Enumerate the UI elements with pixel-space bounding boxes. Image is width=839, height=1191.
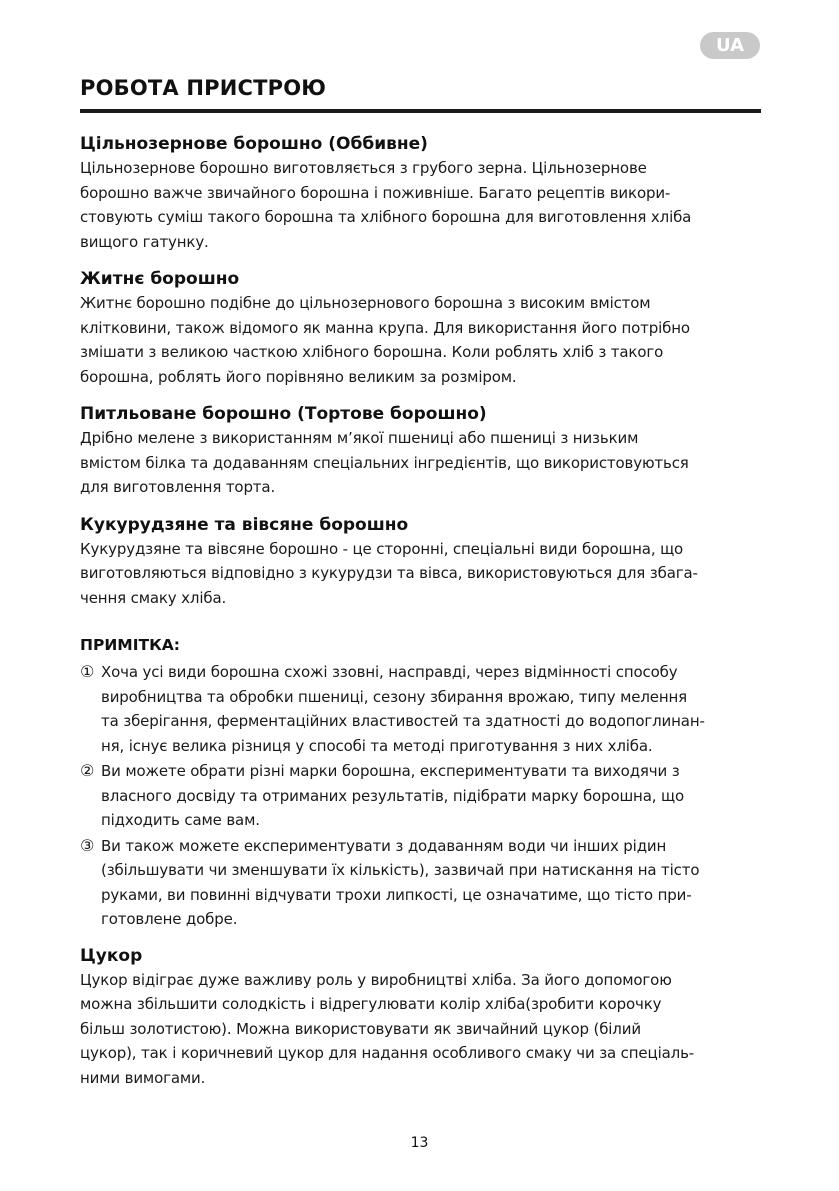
section-corn-oat-flour [80,513,761,611]
note-item [80,834,761,932]
section-heading: Кукурудзяне та вівсяне борошно [80,514,409,535]
text-line: цукор), так і коричневий цукор для надання особливого смаку чи за спеціаль- [80,1044,695,1062]
text-line: (збільшувати чи зменшувати їх кількість), зазвичай при натискання на тісто [101,861,700,879]
note-item [80,759,761,833]
text-line: змішати з великою часткою хлібного борошна. Коли роблять хліб з такого [80,343,664,361]
text-line: Дрібно мелене з використанням м’якої пшениці або пшениці з низьким [80,429,639,447]
text-line: Ви також можете експериментувати з додаванням води чи інших рідин [101,836,667,855]
section-heading: Цукор [80,945,143,966]
text-line: клітковини, також відомого як манна крупа. Для використання його потрібно [80,318,690,337]
text-line: виготовляються відповідно з кукурудзи та вівса, використовуються для збага- [80,564,698,582]
section-sugar [80,944,761,1091]
text-line: Кукурудзяне та вівсяне борошно - це сторонні, спеціальні види борошна, що [80,539,684,558]
circled-number-2: ② [80,761,95,780]
text-line: ня, існує велика різниця у способі та методі приготування з них хліба. [101,736,653,755]
note-block [80,633,761,932]
text-line: підходить саме вам. [101,811,260,829]
text-line: готовлене добре. [101,910,238,928]
text-line: руками, ви повинні відчувати трохи липкості, це означатиме, що тісто при- [101,885,692,904]
section-text [80,537,761,611]
text-line: стовують суміш такого борошна та хлібного борошна для виготовлення хліба [80,208,692,226]
text-line: Житнє борошно подібне до цільнозернового борошна з високим вмістом [80,294,651,312]
section-cake-flour [80,402,761,500]
text-line: Цукор відіграє дуже важливу роль у виробництві хліба. За його допомогою [80,970,672,989]
circled-number-3: ③ [80,835,95,855]
text-line: чення смаку хліба. [80,588,227,607]
text-line: борошна, роблять його порівняно великим за розміром. [80,367,517,386]
circled-number-1: ① [80,662,95,681]
text-line: ними вимогами. [80,1068,206,1087]
text-line: Хоча усі види борошна схожі ззовні, насправді, через відмінності способу [101,663,678,681]
section-heading: Цільнозернове борошно (Оббивне) [80,134,428,154]
page-title: РОБОТА ПРИСТРОЮ [80,76,327,100]
section-text [80,156,761,254]
section-rye-flour [80,267,761,389]
text-line: для виготовлення торта. [80,478,276,496]
text-line: більш золотистою). Можна використовувати як звичайний цукор (білий [80,1019,641,1038]
text-line: вмістом білка та додаванням спеціальних інгредієнтів, що використовуються [80,453,689,472]
text-line: Цільнозернове борошно виготовляється з грубого зерна. Цільнозернове [80,159,647,177]
title-divider [80,109,761,113]
text-line: можна збільшити солодкість і відрегулювати колір хліба(зробити корочку [80,995,662,1013]
text-line: Ви можете обрати різні марки борошна, експериментувати та виходячи з [101,762,680,780]
section-heading: Питльоване борошно (Тортове борошно) [80,404,487,424]
note-item [80,660,761,758]
section-wholegrain-flour [80,132,761,254]
page-content [80,132,761,1103]
section-text [80,426,761,500]
language-badge: UA [700,32,760,59]
section-text [80,968,761,1091]
text-line: власного досвіду та отриманих результатів, підібрати марку борошна, що [101,786,684,805]
text-line: та зберігання, ферментаційних властивостей та здатності до водопоглинан- [101,712,705,730]
text-line: виробництва та обробки пшениці, сезону збирання врожаю, типу мелення [101,687,688,706]
section-text [80,291,761,389]
page-number: 13 [410,1135,429,1151]
text-line: борошно важче звичайного борошна і поживніше. Багато рецептів викори- [80,183,671,202]
text-line: вищого гатунку. [80,232,209,251]
section-heading: Житнє борошно [80,269,240,289]
note-heading: ПРИМІТКА: [80,636,180,654]
